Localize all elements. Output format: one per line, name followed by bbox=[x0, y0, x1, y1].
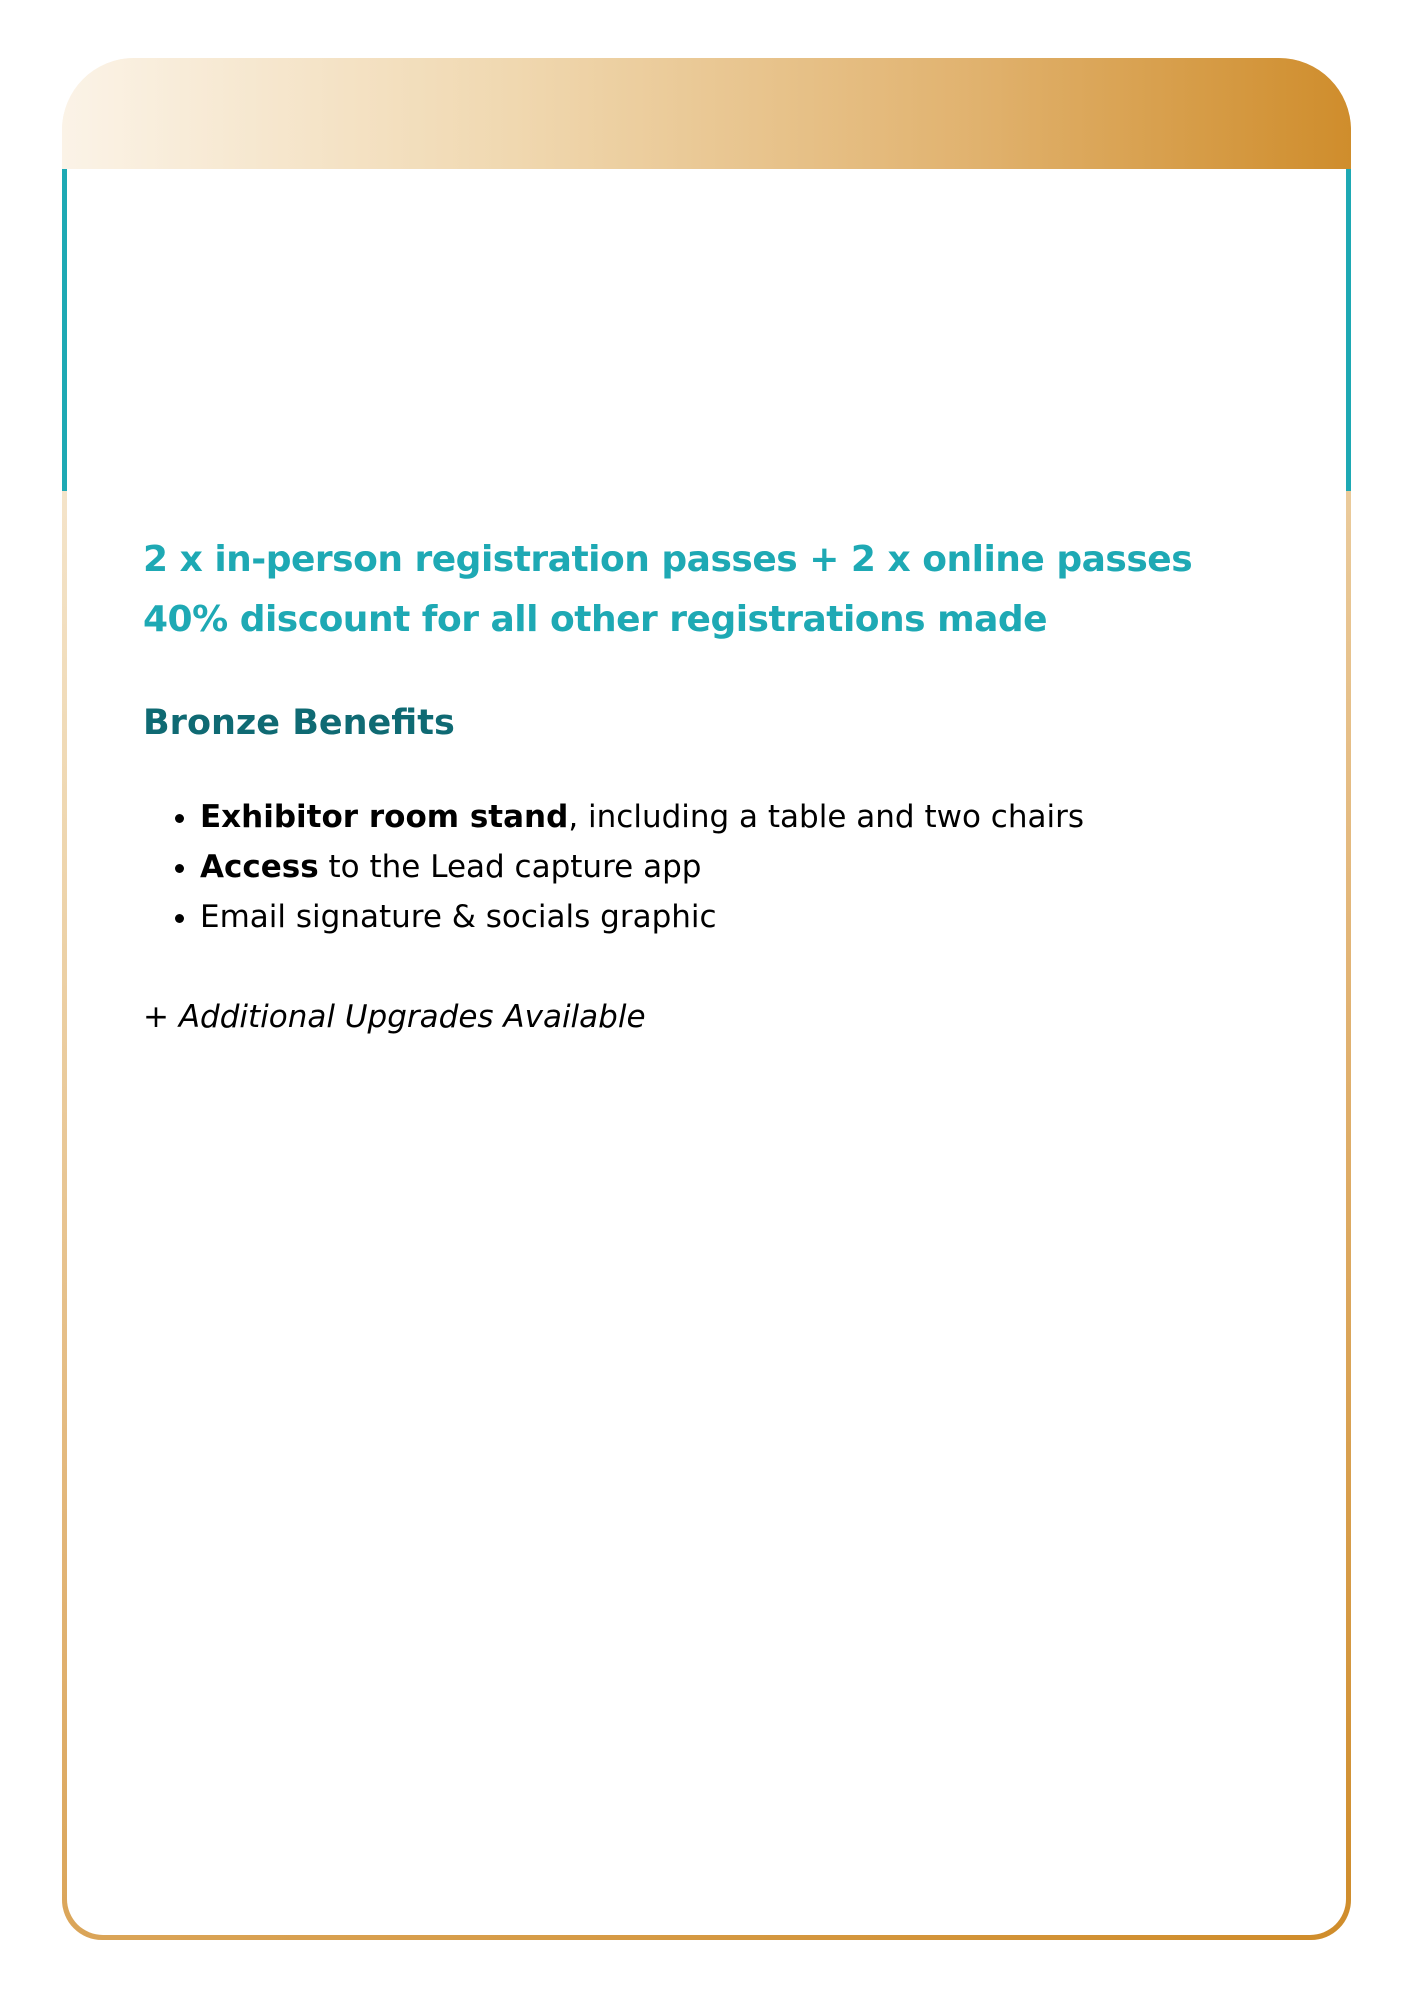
package-content bbox=[143, 530, 1273, 1042]
benefit-item bbox=[200, 842, 1273, 892]
benefit-item-text: Email signature & socials graphic bbox=[200, 899, 717, 935]
benefit-item bbox=[200, 792, 1273, 842]
benefit-item bbox=[200, 892, 1273, 942]
highlight-discount: 40% discount for all other registrations made bbox=[143, 599, 1048, 640]
gold-gradient-band bbox=[62, 58, 1351, 170]
benefits-list bbox=[143, 792, 1273, 942]
benefit-item-text: , including a table and two chairs bbox=[568, 799, 1084, 835]
additional-upgrades-note: + Additional Upgrades Available bbox=[143, 999, 646, 1035]
benefits-heading: Bronze Benefits bbox=[143, 703, 455, 743]
package-body bbox=[67, 169, 1346, 1935]
highlight-passes: 2 x in-person registration passes + 2 x online passes bbox=[143, 539, 1193, 580]
benefit-item-bold: Access bbox=[200, 849, 319, 885]
benefit-item-text: to the Lead capture app bbox=[318, 849, 702, 885]
benefit-item-bold: Exhibitor room stand bbox=[200, 799, 569, 835]
registration-highlights bbox=[143, 530, 1273, 650]
